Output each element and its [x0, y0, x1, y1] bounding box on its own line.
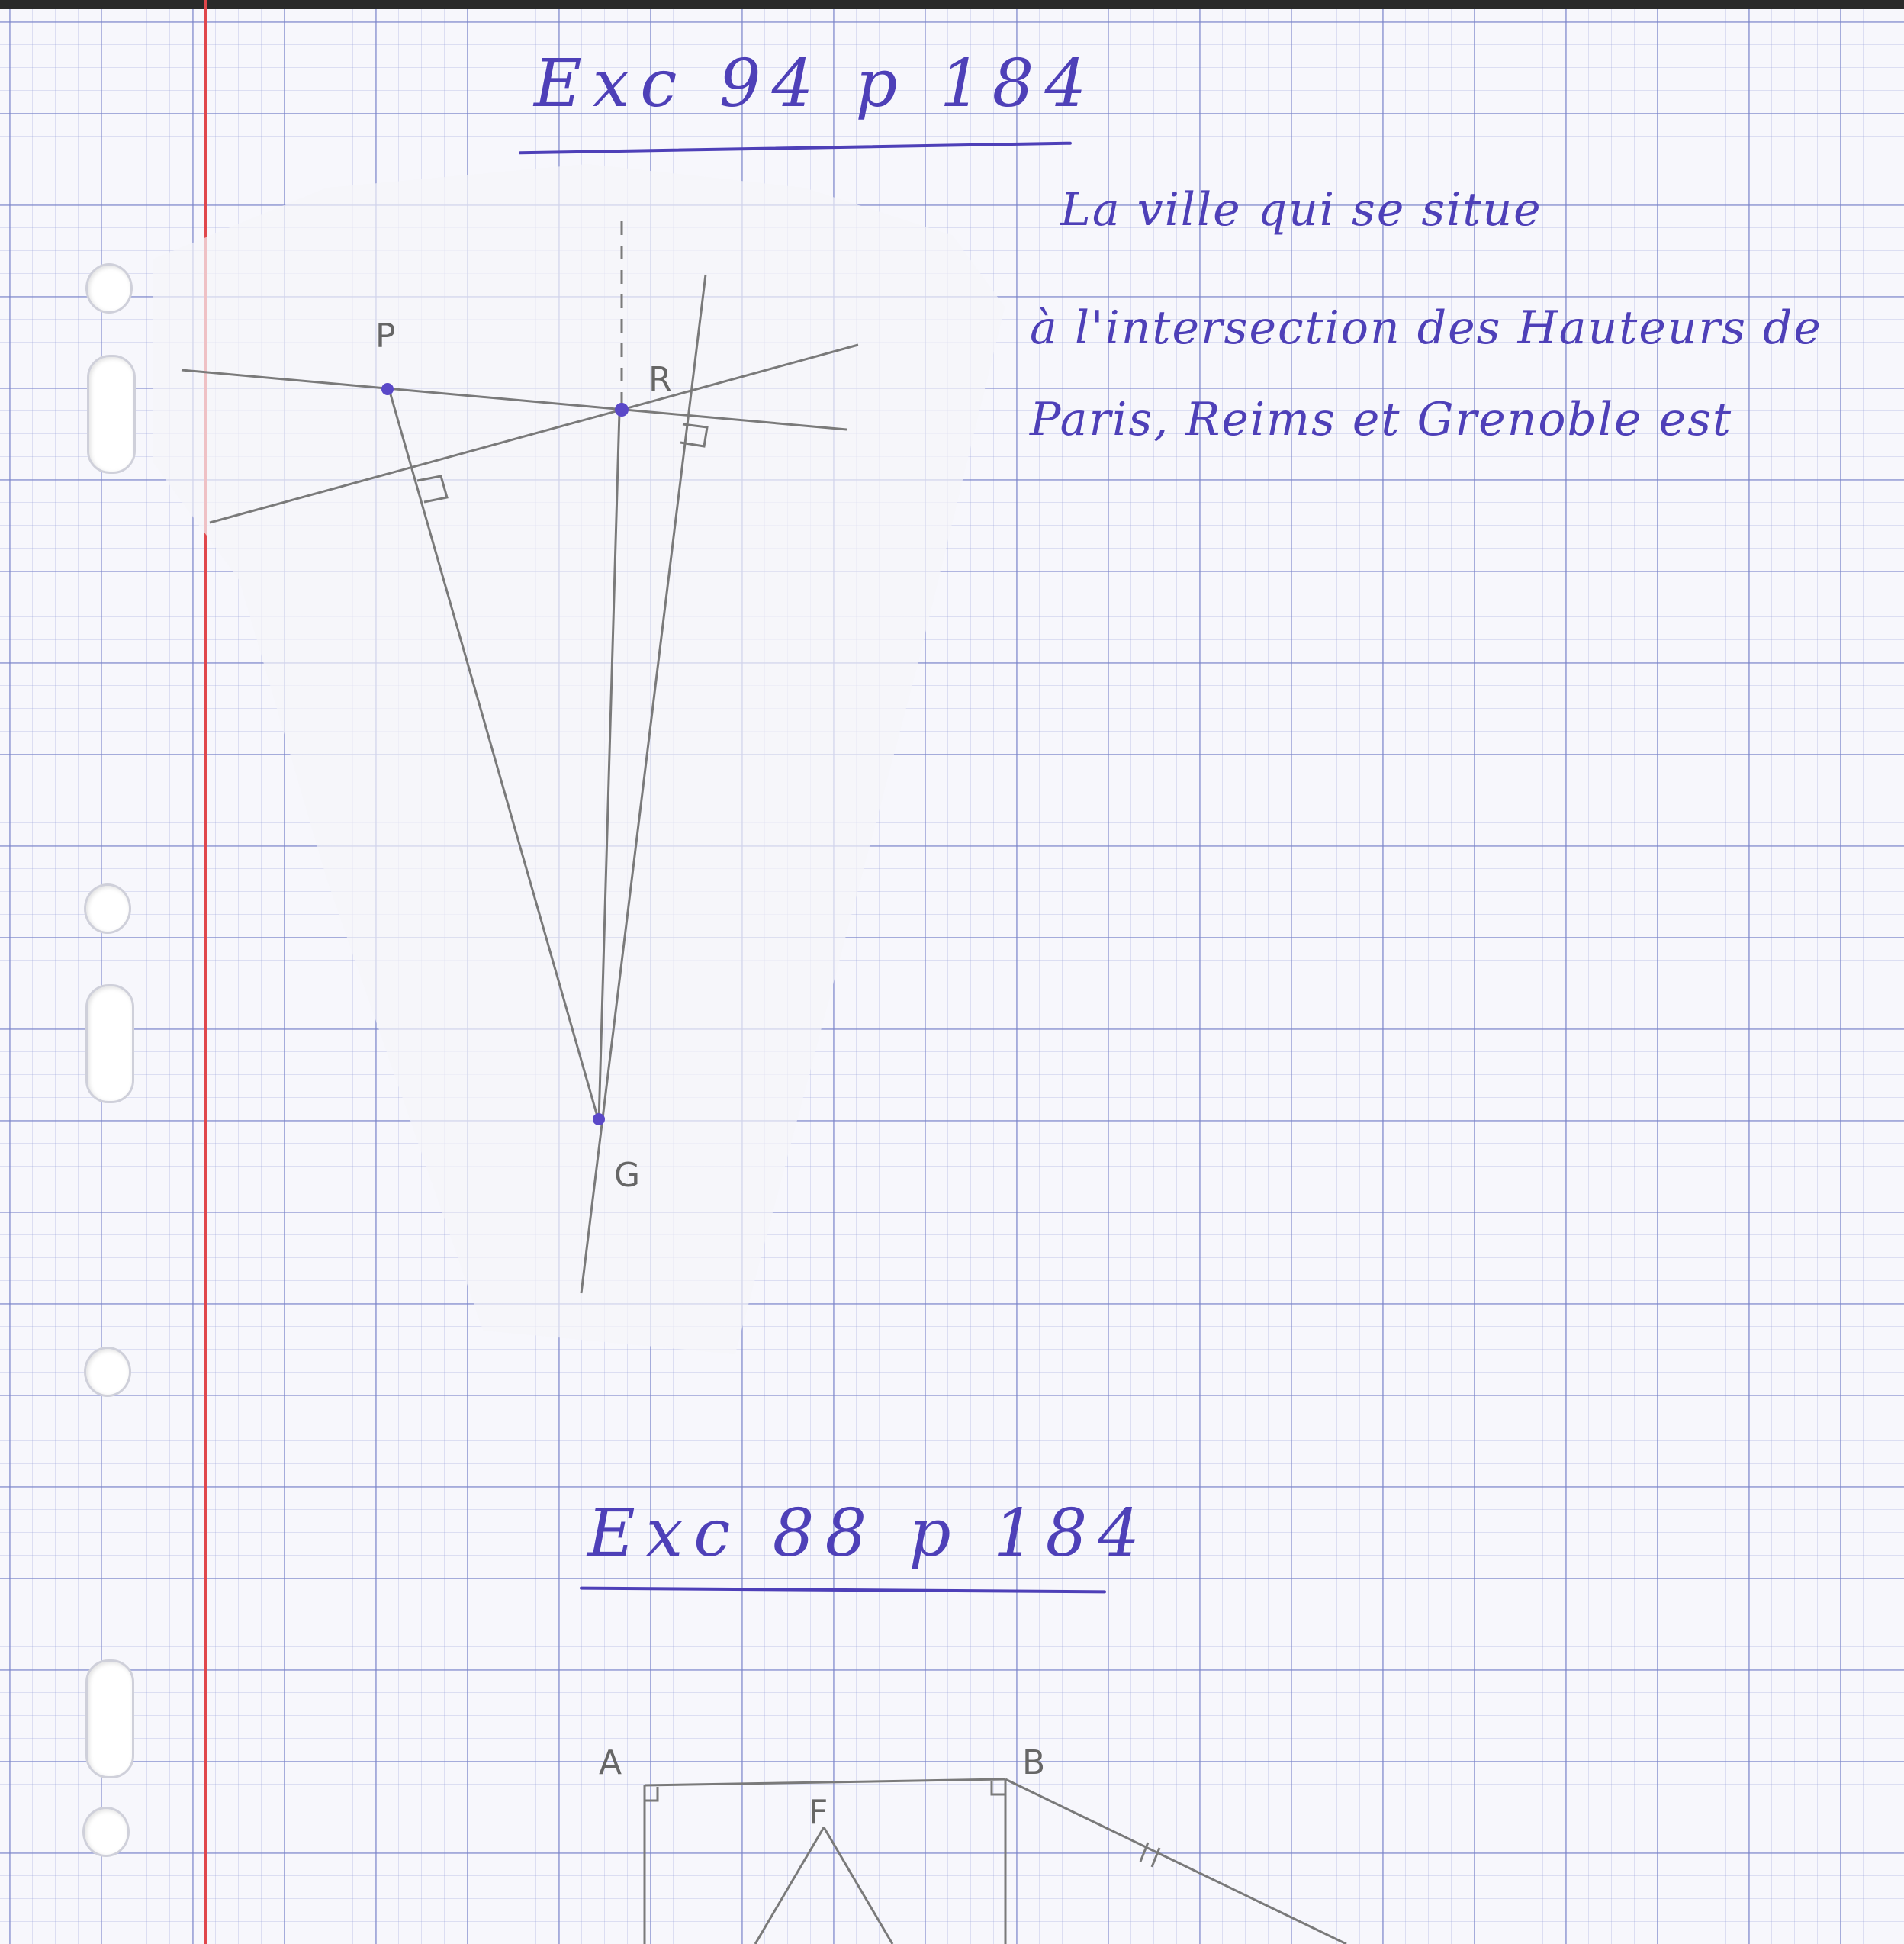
segment: [1005, 1779, 1346, 1944]
segment: [824, 1827, 892, 1944]
exercise-94-title: Exc 94 p 184: [534, 46, 1098, 122]
right-angle-mark: [645, 1787, 658, 1801]
figure-88-construction: [645, 1779, 1346, 1944]
right-angle-mark: [417, 476, 447, 502]
point-dot: [593, 1113, 605, 1125]
point-label-r: R: [648, 360, 672, 399]
segment: [755, 1827, 824, 1944]
exercise-94-text-line-1: La ville qui se situe: [1060, 183, 1542, 237]
point-label-p: P: [375, 317, 396, 356]
point-dot: [381, 383, 394, 395]
construction-line: [182, 370, 847, 430]
point-label-g: G: [614, 1156, 641, 1195]
exercise-94-text-line-2: à l'intersection des Hauteurs de: [1030, 301, 1822, 355]
figure-94-construction: [182, 221, 858, 1293]
exercise-88-title: Exc 88 p 184: [587, 1495, 1151, 1572]
altitude-line: [581, 275, 706, 1293]
point-label-b: B: [1022, 1743, 1046, 1782]
altitude-line: [389, 389, 599, 1122]
construction-line: [210, 345, 858, 523]
right-angle-mark: [992, 1781, 1005, 1794]
right-angle-mark: [680, 424, 707, 446]
exercise-94-text-line-3: Paris, Reims et Grenoble est: [1030, 393, 1733, 446]
point-label-f: F: [809, 1793, 828, 1832]
point-label-a: A: [599, 1743, 622, 1782]
rectangle-top-side: [645, 1779, 1005, 1785]
point-dot: [615, 403, 629, 417]
